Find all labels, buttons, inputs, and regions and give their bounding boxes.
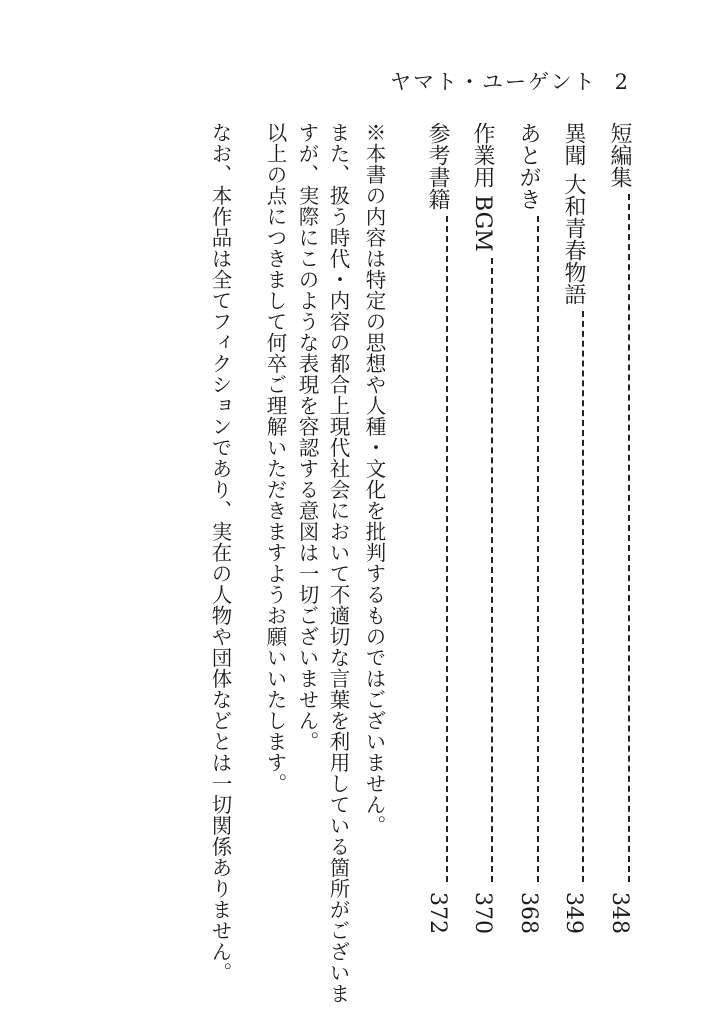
toc-title: あとがき xyxy=(516,122,541,210)
toc-entry[interactable] xyxy=(426,122,448,934)
toc-entry[interactable] xyxy=(517,122,539,934)
toc-page: 349 xyxy=(561,892,586,934)
disclaimer-line: ※本書の内容は特定の思想や人種・文化を批判するものではございません。 xyxy=(362,122,386,836)
toc-title: 作業用 BGM xyxy=(470,122,495,252)
toc-entry[interactable] xyxy=(562,122,584,934)
toc-entry[interactable] xyxy=(471,122,493,934)
toc-leader xyxy=(491,258,493,882)
toc-page: 370 xyxy=(470,892,495,934)
toc-entry[interactable] xyxy=(608,122,630,934)
toc-leader xyxy=(446,216,448,882)
toc-title: 異聞 大和青春物語 xyxy=(561,122,586,305)
disclaimer-line: なお、本作品は全てフィクションであり、実在の人物や団体などとは一切関係ありません。 xyxy=(208,122,232,983)
page-number: 2 xyxy=(614,70,630,94)
toc-page: 372 xyxy=(425,892,450,934)
toc-leader xyxy=(628,194,630,882)
disclaimer-line: 以上の点につきまして何卒ご理解いただきますようお願いいたします。 xyxy=(263,122,287,794)
toc-title: 参考書籍 xyxy=(425,122,450,210)
toc-page: 368 xyxy=(516,892,541,934)
toc-leader xyxy=(537,216,539,882)
disclaimer-line: すが、実際にこのような表現を容認する意図は一切ございません。 xyxy=(295,122,319,752)
disclaimer-line: また、扱う時代・内容の都合上現代社会において不適切な言葉を利用している箇所がございま xyxy=(326,122,350,1004)
book-title: ヤマト・ユーゲント xyxy=(390,70,597,94)
toc-leader xyxy=(582,311,584,882)
toc-page: 348 xyxy=(607,892,632,934)
toc-title: 短編集 xyxy=(607,122,632,188)
running-header xyxy=(390,66,630,96)
